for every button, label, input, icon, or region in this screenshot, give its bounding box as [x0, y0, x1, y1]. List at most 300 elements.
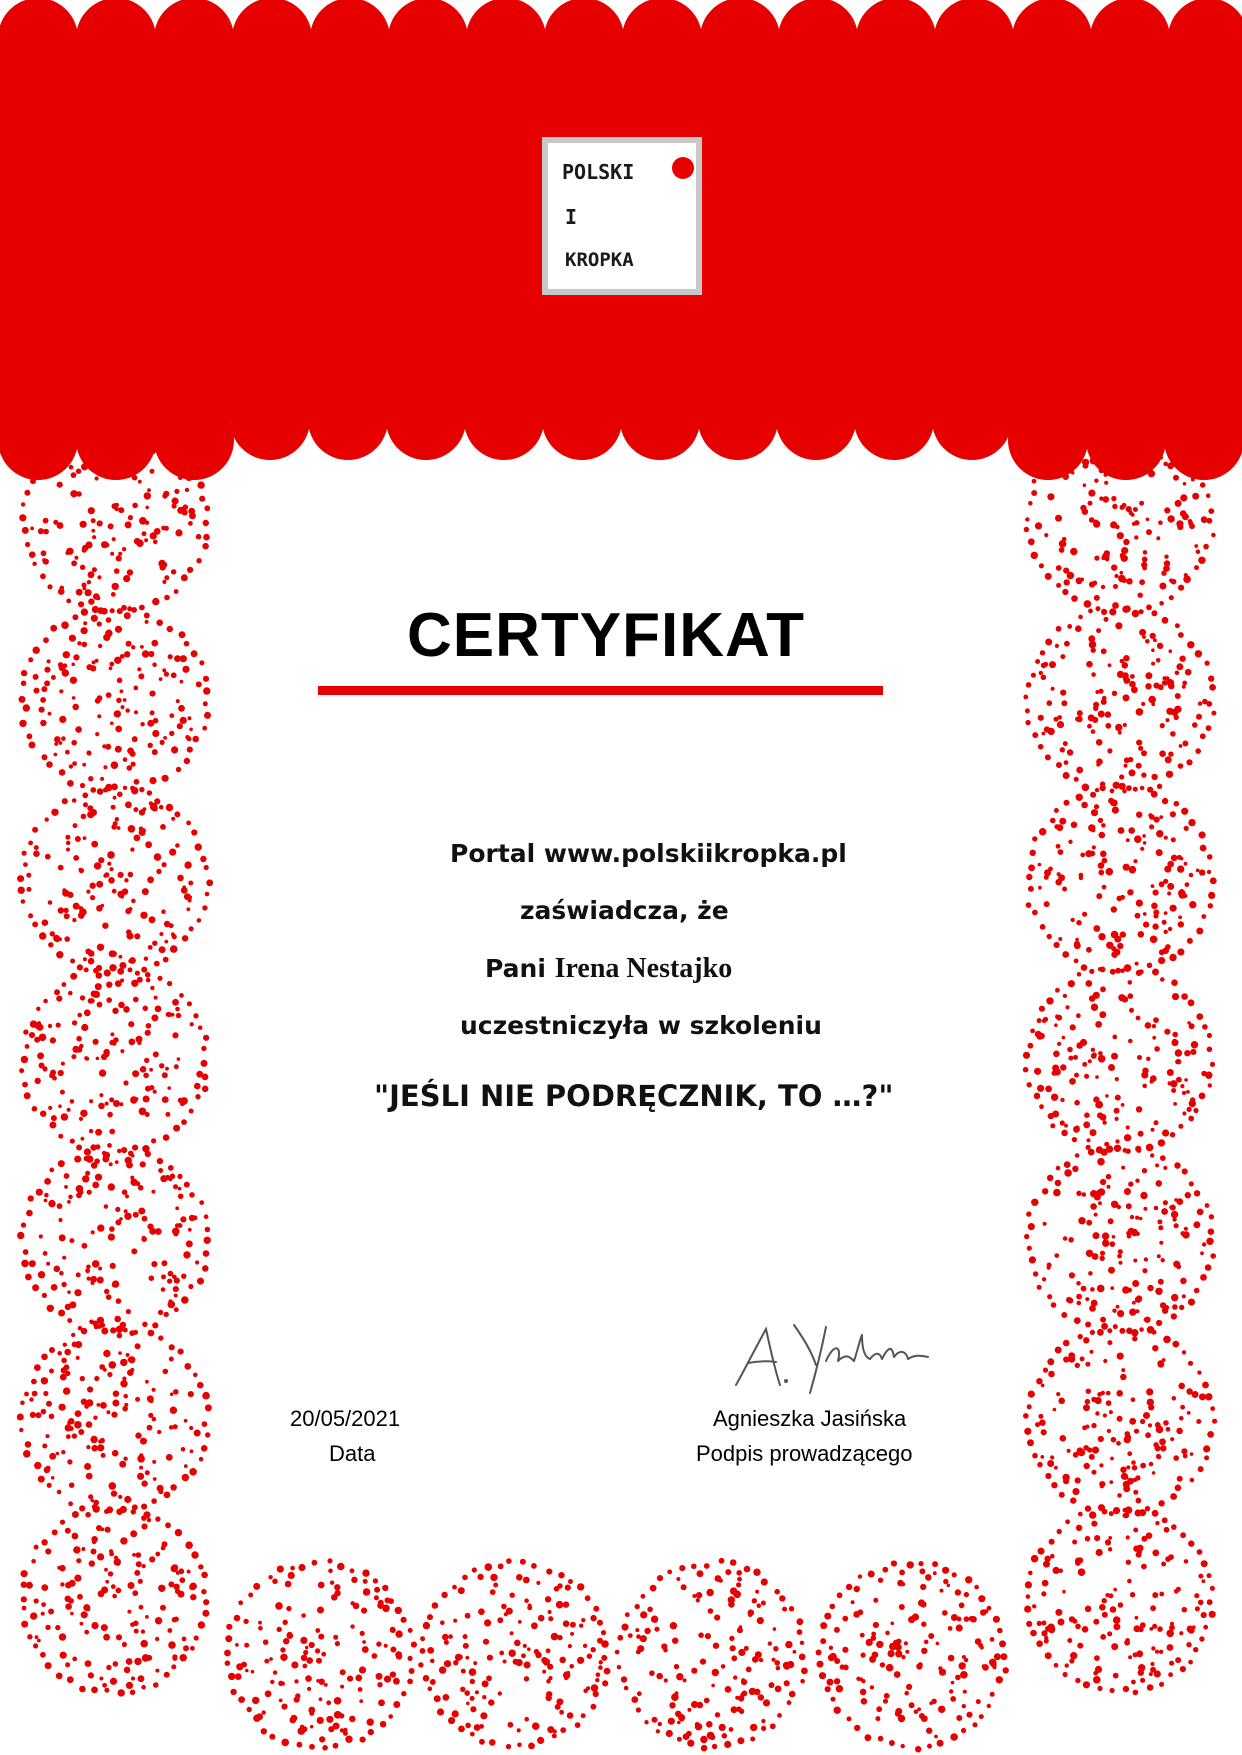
- red-dot: [1170, 811, 1176, 817]
- red-dot: [1062, 887, 1067, 892]
- red-dot: [109, 1097, 114, 1102]
- red-dot: [475, 1690, 479, 1694]
- red-dot: [1135, 1216, 1139, 1220]
- red-dot: [1051, 1302, 1057, 1308]
- red-dot: [185, 474, 192, 481]
- red-dot: [1193, 1108, 1198, 1113]
- red-dot: [67, 1676, 74, 1683]
- red-dot: [23, 1029, 28, 1034]
- red-dot: [1168, 1554, 1174, 1560]
- red-dot: [126, 1309, 131, 1314]
- red-dot: [1154, 1120, 1159, 1125]
- red-dot: [1179, 1305, 1184, 1310]
- red-dot: [1090, 792, 1096, 798]
- red-dot: [72, 918, 76, 922]
- red-dot: [1164, 1305, 1169, 1310]
- red-dot: [1174, 1223, 1179, 1228]
- red-dot: [1182, 513, 1189, 520]
- red-dot: [127, 1610, 131, 1614]
- red-dot: [1176, 1198, 1183, 1205]
- red-dot: [1179, 1631, 1183, 1635]
- red-dot: [1151, 1128, 1155, 1132]
- red-dot: [714, 1670, 719, 1675]
- red-dot: [1122, 503, 1127, 508]
- red-dot: [17, 1232, 24, 1239]
- red-dot: [473, 1661, 477, 1665]
- red-dot: [1112, 1309, 1116, 1313]
- red-dot: [975, 1638, 982, 1645]
- red-dot: [725, 1686, 732, 1693]
- red-dot: [1126, 1535, 1130, 1539]
- red-dot: [536, 1581, 540, 1585]
- red-dot: [1055, 644, 1059, 648]
- red-dot: [1152, 969, 1159, 976]
- red-dot: [1106, 1400, 1112, 1406]
- red-dot: [32, 562, 36, 566]
- red-dot: [842, 1616, 848, 1622]
- red-dot: [1126, 785, 1132, 791]
- red-dot: [278, 1681, 283, 1686]
- red-dot: [275, 1602, 283, 1610]
- red-dot: [197, 1278, 204, 1285]
- red-dot: [21, 681, 27, 687]
- red-dot: [300, 1637, 307, 1644]
- red-dot: [1047, 493, 1054, 500]
- red-dot: [1042, 732, 1046, 736]
- red-dot: [129, 457, 133, 461]
- red-dot: [146, 1023, 152, 1029]
- red-dot: [1175, 1657, 1181, 1663]
- red-dot: [737, 1737, 744, 1744]
- red-dot: [228, 1673, 235, 1680]
- red-dot: [1165, 756, 1172, 763]
- red-dot: [1074, 1100, 1080, 1106]
- red-dot: [1118, 731, 1122, 735]
- red-dot: [105, 1580, 109, 1584]
- red-dot: [483, 1639, 489, 1645]
- red-dot: [73, 855, 79, 861]
- red-dot: [1065, 1519, 1070, 1524]
- red-dot: [199, 660, 204, 665]
- red-dot: [97, 1277, 104, 1284]
- red-dot: [48, 1200, 55, 1207]
- red-dot: [297, 1742, 303, 1748]
- red-dot: [782, 1607, 787, 1612]
- red-dot: [38, 1271, 45, 1278]
- certificate-title: CERTYFIKAT: [406, 601, 806, 670]
- red-dot: [1075, 1678, 1080, 1683]
- red-dot: [160, 740, 165, 745]
- red-dot: [92, 1182, 99, 1189]
- red-dot: [173, 1125, 180, 1132]
- red-dot: [1024, 527, 1029, 532]
- red-dot: [184, 1419, 188, 1423]
- red-dot: [858, 1609, 864, 1615]
- red-dot: [1108, 1064, 1115, 1071]
- red-dot: [377, 1682, 382, 1687]
- red-dot: [1063, 772, 1070, 779]
- red-dot: [27, 733, 33, 739]
- red-dot: [185, 1541, 193, 1549]
- red-dot: [1076, 1294, 1082, 1300]
- red-dot: [390, 1627, 396, 1633]
- red-dot: [331, 1594, 338, 1601]
- red-dot: [1091, 648, 1096, 653]
- red-dot: [1140, 786, 1145, 791]
- red-dot: [196, 681, 202, 687]
- red-dot: [185, 488, 189, 492]
- red-dot: [1067, 572, 1075, 580]
- red-dot: [92, 567, 97, 572]
- red-dot: [76, 1272, 81, 1277]
- red-dot: [333, 1635, 338, 1640]
- red-dot: [621, 1624, 628, 1631]
- red-dot: [104, 1568, 108, 1572]
- red-dot: [1083, 483, 1087, 487]
- red-dot: [746, 1667, 752, 1673]
- red-dot: [1155, 1445, 1161, 1451]
- red-dot: [1127, 1451, 1132, 1456]
- red-dot: [926, 1728, 932, 1734]
- red-dot: [1038, 715, 1044, 721]
- red-dot: [123, 757, 128, 762]
- red-dot: [253, 1583, 260, 1590]
- red-dot: [1206, 725, 1212, 731]
- red-dot: [158, 1310, 163, 1315]
- red-dot: [70, 677, 77, 684]
- red-dot: [1113, 1623, 1120, 1630]
- date-label: Data: [329, 1441, 376, 1466]
- red-dot: [1077, 1643, 1083, 1649]
- red-dot: [77, 641, 81, 645]
- red-dot: [1201, 516, 1208, 523]
- red-dot: [836, 1685, 843, 1692]
- red-dot: [735, 1696, 739, 1700]
- red-dot: [86, 890, 90, 894]
- red-dot: [444, 1640, 449, 1645]
- red-dot: [169, 1357, 174, 1362]
- red-dot: [1037, 1621, 1042, 1626]
- dot-cluster: [1023, 964, 1215, 1153]
- red-dot: [126, 1658, 133, 1665]
- red-dot: [1085, 1505, 1091, 1511]
- red-dot: [54, 459, 58, 463]
- red-dot: [145, 521, 149, 525]
- red-dot: [108, 1234, 115, 1241]
- red-dot: [121, 1147, 127, 1153]
- red-dot: [58, 1104, 62, 1108]
- red-dot: [41, 550, 47, 556]
- red-dot: [189, 1109, 194, 1114]
- red-dot: [1180, 1084, 1184, 1088]
- red-dot: [202, 1086, 209, 1093]
- red-dot: [40, 573, 46, 579]
- red-dot: [76, 589, 83, 596]
- red-dot: [112, 583, 119, 590]
- red-dot: [1151, 774, 1157, 780]
- red-dot: [122, 547, 126, 551]
- red-dot: [1146, 529, 1152, 535]
- red-dot: [385, 1597, 391, 1603]
- red-dot: [337, 1563, 345, 1571]
- red-dot: [1190, 1049, 1196, 1055]
- red-dot: [569, 1664, 574, 1669]
- red-dot: [1047, 1294, 1052, 1299]
- red-dot: [99, 1069, 106, 1076]
- red-dot: [1072, 1166, 1078, 1172]
- red-dot: [86, 1473, 93, 1480]
- red-dot: [1136, 1106, 1142, 1112]
- red-dot: [120, 1322, 126, 1328]
- red-dot: [1117, 1353, 1124, 1360]
- red-dot: [1160, 977, 1165, 982]
- red-dot: [188, 716, 192, 720]
- red-dot: [79, 1686, 86, 1693]
- red-dot: [45, 1548, 51, 1554]
- red-dot: [1188, 819, 1195, 826]
- red-dot: [149, 777, 156, 784]
- red-dot: [1113, 949, 1120, 956]
- red-dot: [86, 1265, 91, 1270]
- banner-bottom-scallop: [386, 380, 466, 460]
- red-dot: [996, 1676, 1003, 1683]
- red-dot: [111, 1412, 117, 1418]
- red-dot: [1136, 763, 1142, 769]
- red-dot: [1095, 440, 1102, 447]
- red-dot: [1082, 1062, 1087, 1067]
- red-dot: [1161, 1562, 1166, 1567]
- red-dot: [1083, 1121, 1090, 1128]
- red-dot: [33, 850, 40, 857]
- red-dot: [1090, 439, 1095, 444]
- red-dot: [244, 1643, 249, 1648]
- red-dot: [1038, 744, 1044, 750]
- red-dot: [1058, 1619, 1065, 1626]
- red-dot: [138, 1579, 143, 1584]
- red-dot: [128, 825, 136, 833]
- red-dot: [24, 1092, 31, 1099]
- red-dot: [108, 1183, 115, 1190]
- red-dot: [72, 1020, 77, 1025]
- red-dot: [118, 507, 124, 513]
- red-dot: [82, 586, 86, 590]
- red-dot: [1075, 1363, 1080, 1368]
- red-dot: [25, 1044, 30, 1049]
- red-dot: [1128, 1039, 1133, 1044]
- red-dot: [1064, 760, 1069, 765]
- red-dot: [1124, 1188, 1131, 1195]
- red-dot: [113, 796, 117, 800]
- red-dot: [1146, 1057, 1150, 1061]
- red-dot: [1203, 1445, 1210, 1452]
- red-dot: [721, 1664, 726, 1669]
- red-dot: [96, 596, 100, 600]
- red-dot: [1199, 1093, 1206, 1100]
- red-dot: [25, 542, 30, 547]
- red-dot: [407, 1679, 413, 1685]
- red-dot: [1178, 1124, 1183, 1129]
- red-dot: [1164, 560, 1170, 566]
- red-dot: [117, 1149, 121, 1153]
- red-dot: [76, 1356, 80, 1360]
- red-dot: [1117, 943, 1123, 949]
- red-dot: [1103, 496, 1110, 503]
- red-dot: [829, 1646, 833, 1650]
- red-dot: [144, 538, 148, 542]
- red-dot: [87, 805, 93, 811]
- red-dot: [128, 1582, 135, 1589]
- red-dot: [1100, 1634, 1106, 1640]
- red-dot: [109, 1552, 114, 1557]
- red-dot: [1132, 610, 1139, 617]
- red-dot: [1120, 931, 1126, 937]
- red-dot: [1188, 999, 1195, 1006]
- banner-top-scallop: [232, 0, 312, 78]
- red-dot: [524, 1661, 531, 1668]
- red-dot: [1110, 1241, 1116, 1247]
- red-dot: [56, 1023, 61, 1028]
- red-dot: [60, 1374, 67, 1381]
- red-dot: [901, 1655, 905, 1659]
- red-dot: [753, 1569, 760, 1576]
- red-dot: [1115, 424, 1121, 430]
- red-dot: [37, 1639, 41, 1643]
- red-dot: [33, 1643, 38, 1648]
- red-dot: [104, 872, 109, 877]
- red-dot: [1152, 1345, 1158, 1351]
- red-dot: [1108, 1593, 1113, 1598]
- red-dot: [1190, 1097, 1195, 1102]
- red-dot: [960, 1671, 968, 1679]
- red-dot: [111, 761, 119, 769]
- red-dot: [1046, 997, 1053, 1004]
- red-dot: [1210, 1062, 1215, 1067]
- red-dot: [373, 1578, 378, 1583]
- red-dot: [1090, 1203, 1097, 1210]
- red-dot: [110, 1263, 116, 1269]
- red-dot: [1099, 832, 1106, 839]
- banner-left-scallop: [154, 400, 234, 480]
- red-dot: [83, 957, 87, 961]
- red-dot: [761, 1578, 768, 1585]
- red-dot: [1064, 579, 1070, 585]
- red-dot: [1176, 663, 1183, 670]
- red-dot: [1198, 1600, 1204, 1606]
- red-dot: [1060, 1120, 1065, 1125]
- red-dot: [990, 1637, 995, 1642]
- red-dot: [1133, 1546, 1139, 1552]
- red-dot: [1047, 1263, 1052, 1268]
- red-dot: [169, 731, 174, 736]
- red-dot: [1175, 693, 1181, 699]
- red-dot: [939, 1669, 946, 1676]
- red-dot: [789, 1691, 796, 1698]
- red-dot: [306, 1657, 313, 1664]
- red-dot: [90, 1436, 97, 1443]
- red-dot: [712, 1744, 717, 1749]
- red-dot: [34, 845, 39, 850]
- red-dot: [883, 1699, 888, 1704]
- red-dot: [162, 862, 167, 867]
- red-dot: [112, 1283, 116, 1287]
- red-dot: [1132, 522, 1136, 526]
- red-dot: [570, 1632, 574, 1636]
- red-dot: [153, 1477, 157, 1481]
- red-dot: [288, 1572, 295, 1579]
- red-dot: [226, 1624, 232, 1630]
- red-dot: [81, 463, 88, 470]
- red-dot: [1109, 1511, 1114, 1516]
- red-dot: [799, 1654, 806, 1661]
- red-dot: [256, 1713, 263, 1720]
- red-dot: [637, 1645, 644, 1652]
- red-dot: [179, 1577, 185, 1583]
- red-dot: [91, 841, 98, 848]
- red-dot: [23, 704, 30, 711]
- red-dot: [118, 552, 122, 556]
- red-dot: [1114, 936, 1121, 943]
- red-dot: [109, 964, 116, 971]
- red-dot: [1189, 901, 1196, 908]
- red-dot: [919, 1713, 925, 1719]
- red-dot: [1203, 1625, 1208, 1630]
- red-dot: [567, 1712, 574, 1719]
- red-dot: [74, 1289, 81, 1296]
- red-dot: [157, 1430, 161, 1434]
- red-dot: [107, 1143, 112, 1148]
- red-dot: [1124, 472, 1128, 476]
- red-dot: [110, 552, 114, 556]
- red-dot: [1083, 1337, 1089, 1343]
- red-dot: [178, 1187, 182, 1191]
- red-dot: [1047, 1175, 1054, 1182]
- red-dot: [1092, 1447, 1099, 1454]
- red-dot: [1031, 552, 1038, 559]
- red-dot: [1182, 454, 1187, 459]
- red-dot: [1102, 1612, 1108, 1618]
- red-dot: [109, 1361, 117, 1369]
- red-dot: [1107, 1185, 1111, 1189]
- red-dot: [44, 667, 50, 673]
- red-dot: [376, 1673, 383, 1680]
- red-dot: [67, 780, 74, 787]
- red-dot: [719, 1558, 725, 1564]
- red-dot: [94, 862, 101, 869]
- red-dot: [1149, 824, 1154, 829]
- red-dot: [67, 1200, 71, 1204]
- red-dot: [86, 1445, 90, 1449]
- red-dot: [105, 1527, 111, 1533]
- red-dot: [120, 978, 124, 982]
- red-dot: [74, 1421, 82, 1429]
- red-dot: [51, 1115, 57, 1121]
- red-dot: [82, 429, 89, 436]
- red-dot: [152, 730, 159, 737]
- red-dot: [1094, 1535, 1100, 1541]
- red-dot: [145, 1151, 151, 1157]
- red-dot: [84, 1463, 91, 1470]
- red-dot: [119, 1461, 126, 1468]
- red-dot: [70, 1612, 74, 1616]
- red-dot: [1175, 1059, 1180, 1064]
- red-dot: [96, 972, 103, 979]
- red-dot: [1086, 1220, 1092, 1226]
- red-dot: [1066, 1297, 1072, 1303]
- red-dot: [119, 1102, 123, 1106]
- red-dot: [448, 1717, 455, 1724]
- red-dot: [67, 1318, 72, 1323]
- red-dot: [133, 1621, 139, 1627]
